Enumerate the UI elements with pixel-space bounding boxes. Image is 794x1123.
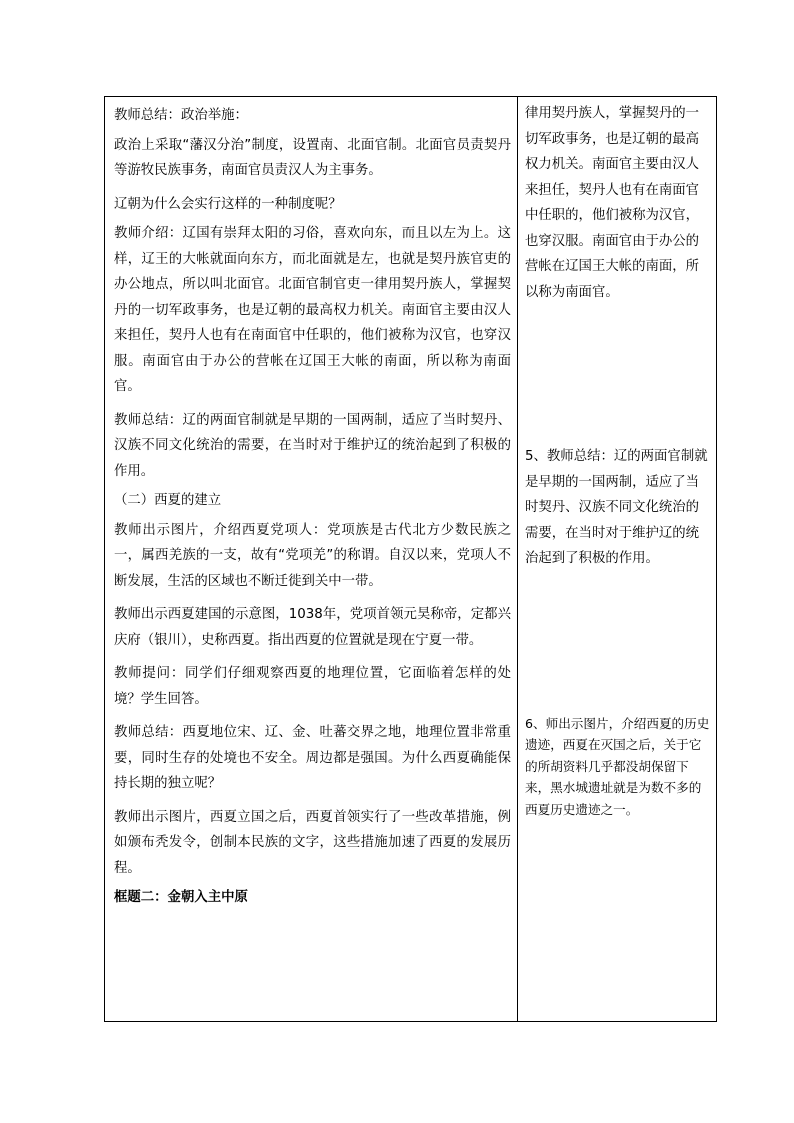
section-heading: （二）西夏的建立: [114, 493, 222, 508]
paragraph: 教师提问：同学们仔细观察西夏的地理位置，它面临着怎样的处境？学生回答。: [114, 666, 511, 707]
design-intent-column: [518, 97, 716, 1021]
paragraph: 教师出示图片，西夏立国之后，西夏首领实行了一些改革措施，例如颁布秃发令，创制本民族的文字，这些措施加速了西夏的发展历程。: [114, 809, 511, 876]
paragraph: 教师总结：辽的两面官制就是早期的一国两制，适应了当时契丹、汉族不同文化统治的需要，在当时对于维护辽的统治起到了积极的作用。: [114, 412, 511, 479]
paragraph: 教师总结：西夏地位宋、辽、金、吐蕃交界之地，地理位置非常重要，同时生存的处境也不安全。周边都是强国。为什么西夏确能保持长期的独立呢？: [114, 725, 511, 791]
paragraph: 教师出示图片，介绍西夏党项人：党项族是古代北方少数民族之一，属西羌族的一支，故有“党项羌”的称谓。自汉以来，党项人不断发展，生活的区域也不断迁徙到关中一带。: [114, 522, 511, 589]
paragraph: 政治上采取“藩汉分治”制度，设置南、北面官制。北面官员责契丹等游牧民族事务，南面官员责汉人为主事务。: [114, 137, 511, 178]
topic-heading: 框题二：金朝入主中原: [114, 890, 248, 905]
question-paragraph: 辽朝为什么会实行这样的一种制度呢？: [114, 196, 342, 212]
lesson-table: [104, 96, 717, 1022]
paragraph: 教师出示西夏建国的示意图，1038年，党项首领元昊称帝，定都兴庆府（银川），史称西夏。指出西夏的位置就是现在宁夏一带。: [114, 607, 511, 648]
note-block: 6、师出示图片，介绍西夏的历史遗迹，西夏在灭国之后，关于它的所胡资料几乎都没胡保留下来，黑水城遗址就是为数不多的西夏历史遗迹之一。: [525, 715, 710, 817]
paragraph: 教师介绍：辽国有崇拜太阳的习俗，喜欢向东，而且以左为上。这样，辽王的大帐就面向东方，而北面就是左，也就是契丹族官吏的办公地点，所以叫北面官。北面官制官吏一律用契丹族人，掌握契丹的一切军政事务，也是辽朝的最高权力机关。南面官主要由汉人来担任，契丹人也有在南面官中任职的，他们被称为汉官，也穿汉服。南面官由于办公的营帐在辽国王大帐的南面，所以称为南面官。: [114, 226, 511, 394]
summary-heading: 教师总结：政治举施：: [114, 108, 248, 123]
spacer: [525, 572, 712, 713]
teaching-process-column: [105, 97, 518, 1021]
note-block: 律用契丹族人，掌握契丹的一切军政事务，也是辽朝的最高权力机关。南面官主要由汉人来担任，契丹人也有在南面官中任职的，他们被称为汉官，也穿汉服。南面官由于办公的营帐在辽国王大帐的南面，所以称为南面官。: [525, 106, 700, 300]
note-block: 5、教师总结：辽的两面官制就是早期的一国两制，适应了当时契丹、汉族不同文化统治的需要，在当时对于维护辽的统治起到了积极的作用。: [525, 449, 708, 566]
spacer: [525, 305, 712, 444]
